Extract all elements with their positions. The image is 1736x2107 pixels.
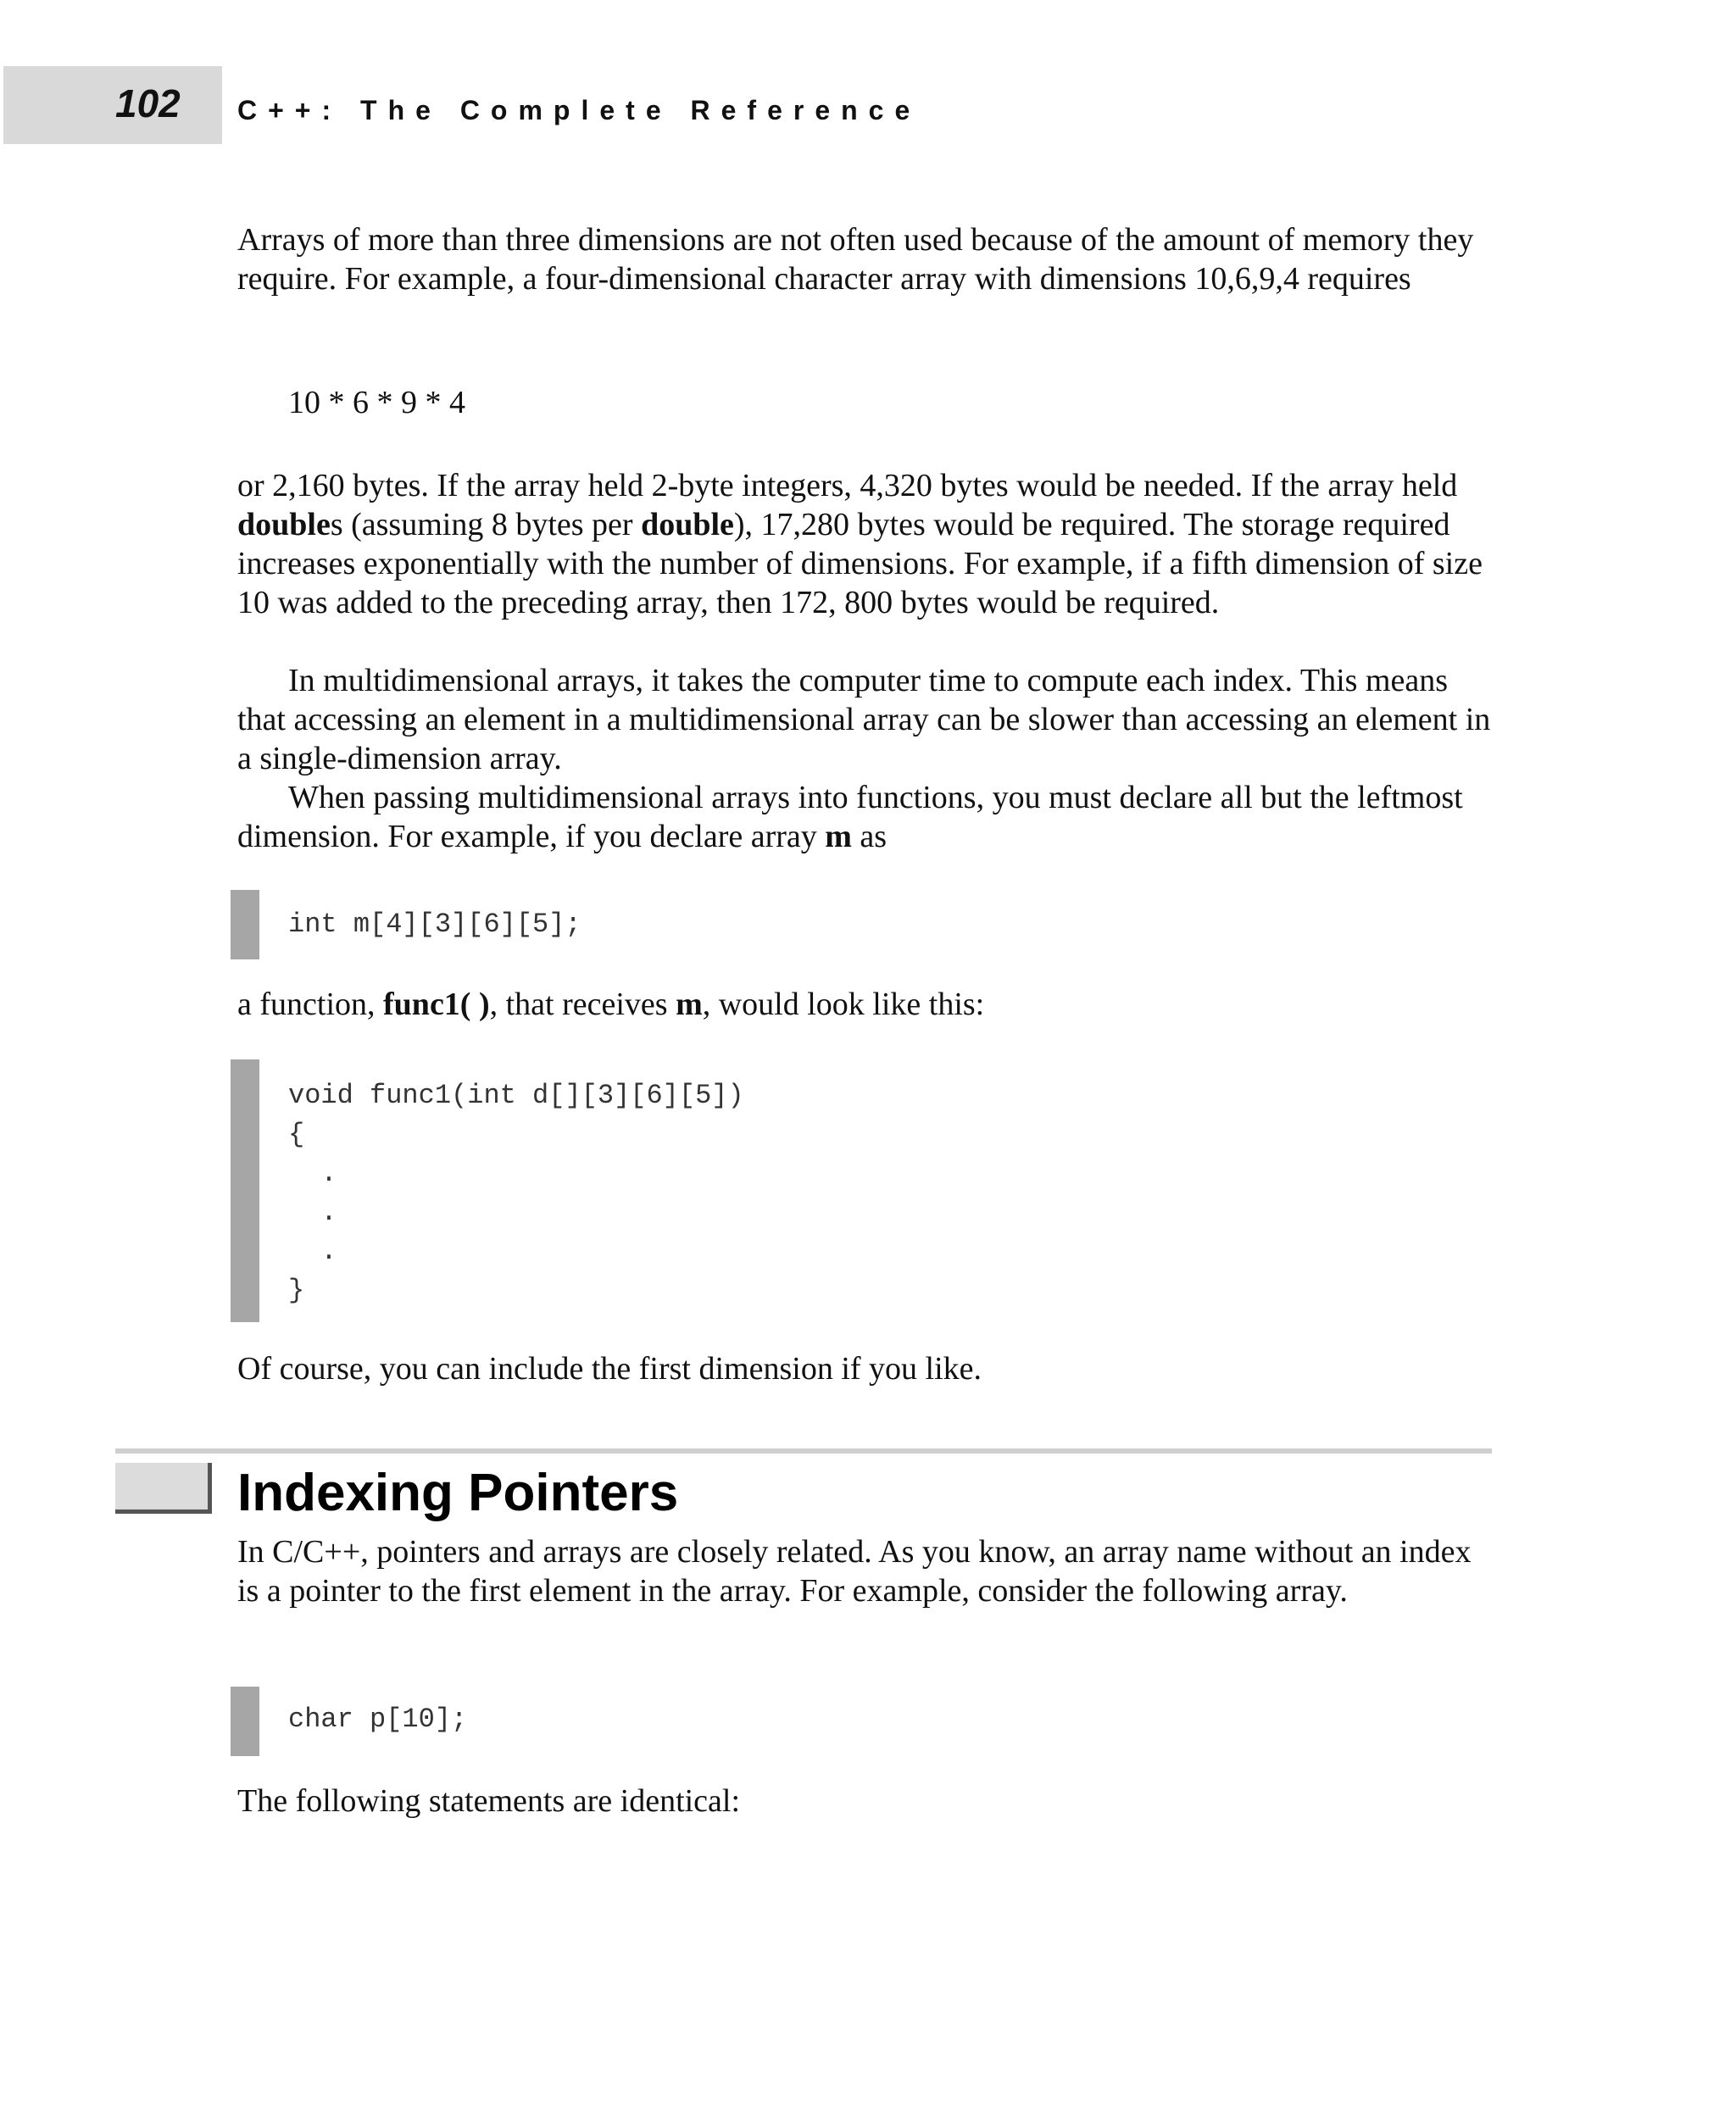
paragraph-function-receives: a function, func1( ), that receives m, would look like this: — [237, 987, 985, 1022]
page-number-tab — [3, 66, 222, 144]
code-block-char-array: char p[10]; — [288, 1704, 468, 1735]
code-block-bar — [231, 1687, 259, 1756]
code-block-function: void func1(int d[][3][6][5]) { . . . } — [288, 1080, 744, 1306]
section-heading: Indexing Pointers — [237, 1464, 679, 1522]
keyword-m: m — [825, 819, 852, 854]
paragraph-array-memory: Arrays of more than three dimensions are not often used because of the amount of memory they require. For example, a four-dimensional character array with dimensions 10,6,9,4 requires — [237, 222, 1474, 297]
code-block-bar — [231, 890, 259, 959]
paragraph-first-dimension: Of course, you can include the first dimension if you like. — [237, 1351, 982, 1387]
paragraph-identical-statements: The following statements are identical: — [237, 1783, 741, 1819]
paragraph-pointers-arrays: In C/C++, pointers and arrays are closely related. As you know, an array name without an index is a pointer to the first element in the array. For example, consider the following array. — [237, 1534, 1472, 1609]
page-number: 102 — [115, 81, 181, 125]
keyword-m-2: m — [676, 987, 703, 1022]
keyword-double-2: double — [641, 507, 734, 542]
section-marker-icon — [115, 1463, 212, 1514]
paragraph-bytes-required: or 2,160 bytes. If the array held 2-byte integers, 4,320 bytes would be needed. If the array held doubles (assuming 8 bytes per double), 17,280 bytes would be required. The storage required increases exponentially with the number of dimensions. For example, if a fifth dimension of size 10 was added to the preceding array, then 172, 800 bytes would be required. — [237, 468, 1483, 620]
calculation-line: 10 * 6 * 9 * 4 — [288, 385, 465, 420]
keyword-double: double — [237, 507, 331, 542]
paragraph-index-time: In multidimensional arrays, it takes the computer time to compute each index. This means that accessing an element in a multidimensional array can be slower than accessing an element in a single-dimension array. — [237, 663, 1491, 776]
paragraph-passing-arrays: When passing multidimensional arrays into functions, you must declare all but the leftmost dimension. For example, if you declare array m as — [237, 780, 1463, 854]
section-rule — [115, 1448, 1492, 1454]
keyword-func1: func1( ) — [383, 987, 490, 1022]
code-block-bar — [231, 1059, 259, 1322]
code-block-declaration: int m[4][3][6][5]; — [288, 909, 581, 940]
running-title: C++: The Complete Reference — [237, 95, 921, 125]
